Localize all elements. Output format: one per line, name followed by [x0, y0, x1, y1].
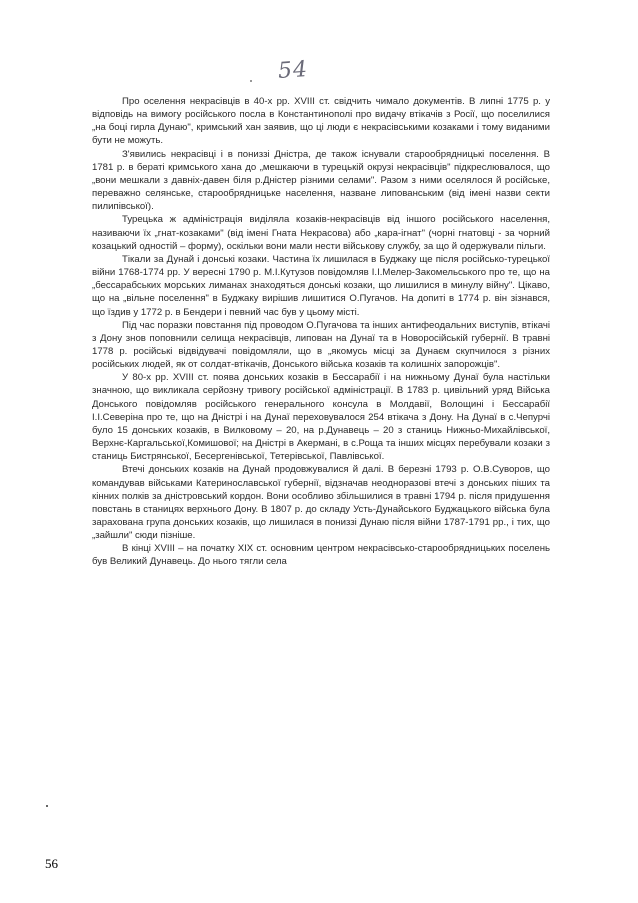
- handwritten-page-mark: 54: [277, 56, 309, 85]
- paragraph: В кінці XVIII – на початку XIX ст. основним центром некрасівсько-старообрядницьких поселень був Великий Дунавець. До нього тягли села: [92, 543, 550, 568]
- page-number: 56: [45, 856, 58, 871]
- scan-speck: [46, 805, 48, 807]
- paragraph: Втечі донських козаків на Дунай продовжувалися й далі. В березні 1793 р. О.В.Суворов, що командував військами Катеринославської губернії, відзначав неодноразові втечі з донських піших та кінних полків за дністровський кордон. Вони особливо збільшилися в травні 1794 р. після придушення повстань в станицях верхнього Дону. В 1807 р. до складу Усть-Дунайського Буджацького війська була зарахована група донських козаків, що лишилася в пониззі Дунаю після війни 1787-1791 рр., і тих, що „зайшли" сюди пізніше.: [92, 464, 550, 542]
- scan-speck: [250, 80, 252, 82]
- paragraph: Тікали за Дунай і донські козаки. Частина їх лишилася в Буджаку ще після російсько-турецької війни 1768-1774 рр. У вересні 1790 р. М.І.Кутузов повідомляв І.І.Мелер-Закомельського про те, що на „бессарабських морських лиманах знаходяться донські козаки, що лишилися в минулу війну". Цікаво, що на „вільне поселення" в Буджаку вирішив лишитися О.Пугачов. На допиті в 1774 р. він зізнався, що їздив у 1772 р. в Бендери і певний час був у цьому місті.: [92, 253, 550, 318]
- paragraph: З'явились некрасівці і в пониззі Дністра, де також існували старообрядницькі поселення. В 1781 р. в бераті кримського хана до „мешкаючи в турецькій окрузі некрасівців" підкреслювалося, що „вони мешкали з давніх-давен біля р.Дністер різними селами". Разом з ними оселялося й російське, переважно селянське, старообрядницьке населення, назване липованським (від імені назви секти пилипівської).: [92, 148, 550, 213]
- paragraph: Турецька ж адміністрація виділяла козаків-некрасівців від іншого російського населення, називаючи їх „гнат-козаками" (від імені Гната Некрасова) або „кара-ігнат" (чорні гнатовці - за чорний козацький одностій – форму), оскільки вони мали нести військову службу, за що й одержували пільги.: [92, 214, 550, 252]
- paragraph: У 80-х рр. XVIII ст. поява донських козаків в Бессарабії і на нижньому Дунаї була настільки значною, що викликала серйозну тривогу російської адміністрації. В 1783 р. цивільний уряд Війська Донського повідомляв російського генерального консула в Молдавії, Волощині і Бессарабії І.І.Северіна про те, що на Дністрі і на Дунаї переховувалося 254 втікача з Дону. На Дунаї в с.Чепурчі було 15 донських козаків, в Вилковому – 20, на р.Дунавець – 20 з станиць Нижньо-Михайлівської, Верхнє-Каргальської,Комишової; на Дністрі в Акермані, в с.Роща та інших місцях перебували козаки з станиць Бистрянської, Бесергенівської, Тетерівської, Павлівської.: [92, 372, 550, 463]
- paragraph: Про оселення некрасівців в 40-х рр. XVIII ст. свідчить чимало документів. В липні 1775 р. у відповідь на вимогу російського посла в Константинополі про видачу втікачів з Росії, що поселилися „на боці гирла Дунаю", кримський хан заявив, що ці люди є некрасівськими козаками і тому виданими бути не можуть.: [92, 96, 550, 147]
- paragraph: Під час поразки повстання під проводом О.Пугачова та інших антифеодальних виступів, втікачі з Дону знов поповнили селища некрасівців, липован на Дунаї та в Новоросійській губернії. В травні 1778 р. російські відвідувачі повідомляли, що в „якомусь місці за Дунаєм скупчилося з різних російських людей, як от солдат-втікачів, Донського війська козаків та колишніх запорожців".: [92, 319, 550, 371]
- body-text: [92, 95, 550, 569]
